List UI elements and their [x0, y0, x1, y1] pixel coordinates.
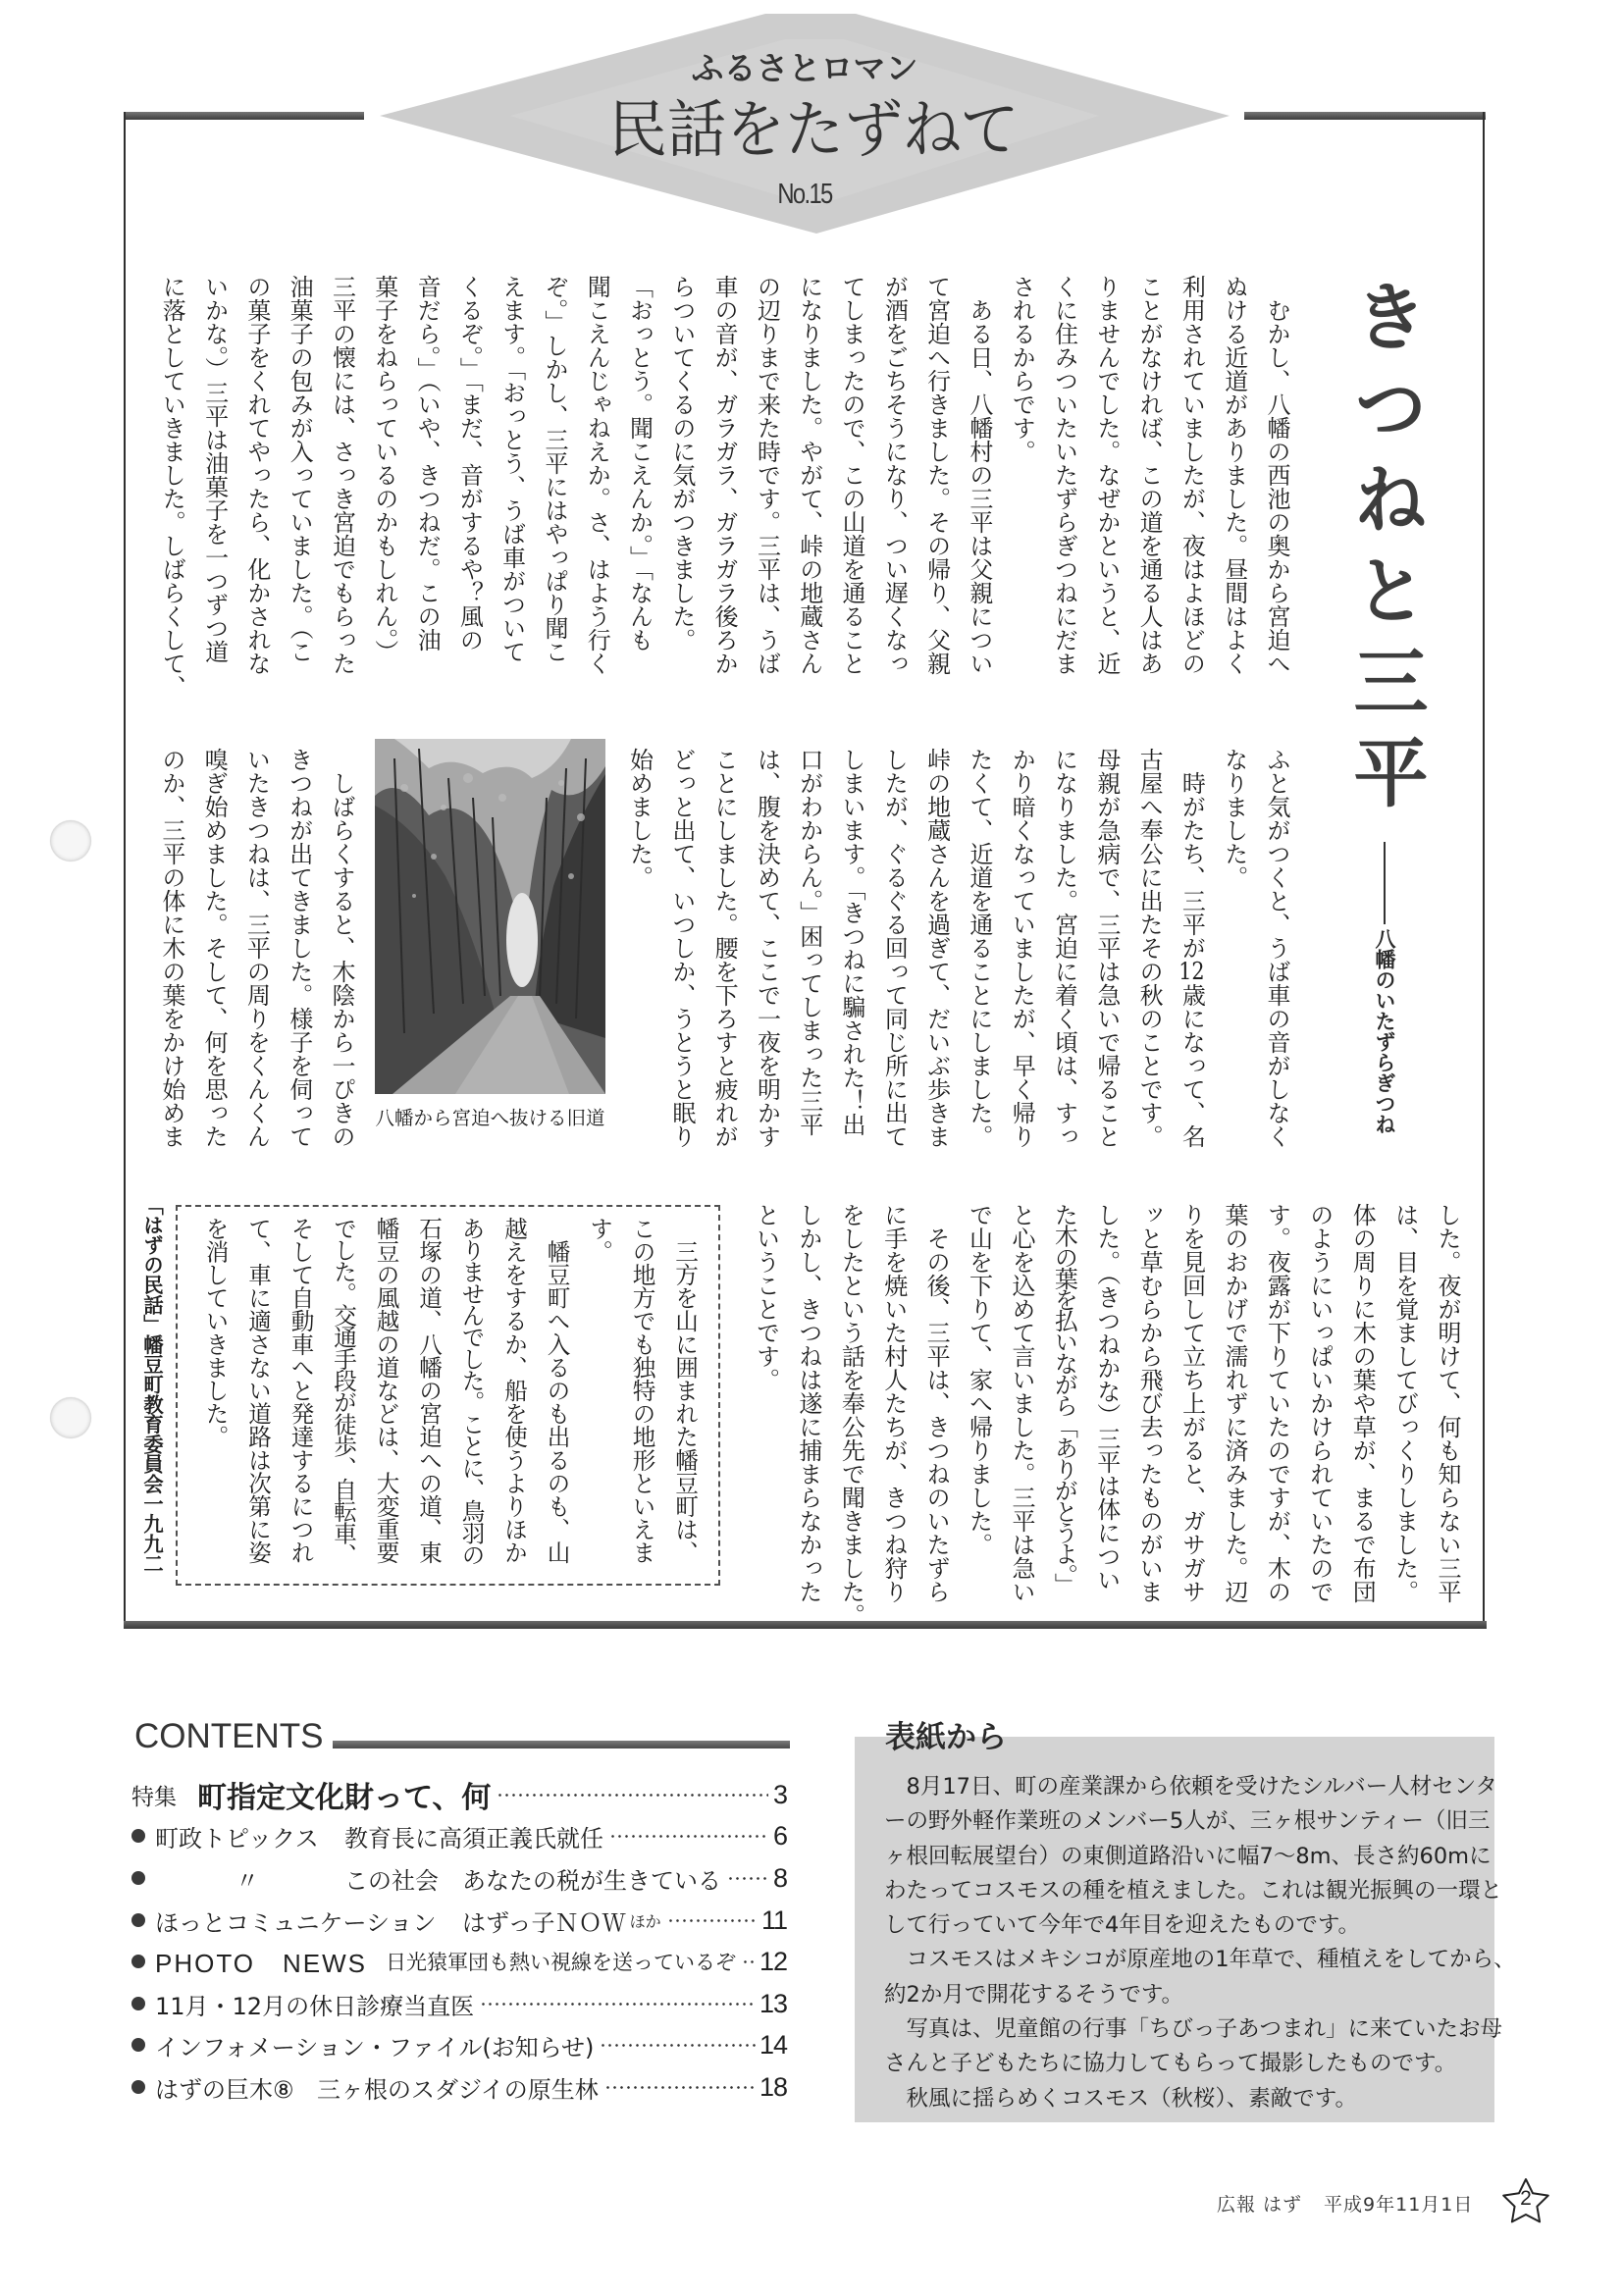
- cover-note-line: して行っていて今年で4年目を迎えたものです。: [884, 1912, 1361, 1939]
- bullet-icon: [131, 1997, 145, 2010]
- binder-hole: [50, 820, 91, 861]
- story-text-lower: [744, 1203, 1468, 1627]
- bullet-icon: [131, 1829, 145, 1843]
- text-column: で山を下りて、家へ帰りました。: [965, 1203, 993, 1556]
- text-column: たくて、近道を通ることにしました。: [965, 748, 993, 1148]
- text-column: 「おっとう。聞こえんか。」「なんも: [625, 275, 654, 652]
- text-column: いたきつねは、三平の周りをくんくん: [242, 748, 271, 1148]
- text-column: ふと気がつくと、うば車の音がしなく: [1263, 748, 1290, 1148]
- page-footer: [1217, 2193, 1473, 2217]
- text-column: しまいます。「きつねに騙された！出: [838, 748, 866, 1136]
- text-column: きつねが出てきました。様子を伺って: [285, 748, 313, 1148]
- text-column: 葉のおかげで濡れずに済みました。辺: [1220, 1203, 1248, 1603]
- contents-item-prefix: 特集: [131, 1784, 177, 1810]
- bullet-icon: [131, 1955, 145, 1968]
- text-column: した。夜が明けて、何も知らない三平: [1434, 1203, 1461, 1603]
- cover-note-line: コスモスはメキシコが原産地の1年草で、種植えをしてから、: [884, 1947, 1516, 1973]
- photo-caption: 八幡から宮迫へ抜ける旧道: [375, 1107, 605, 1129]
- series-kicker: ふるさとロマン: [691, 49, 918, 87]
- text-column: なりました。: [1220, 748, 1248, 889]
- contents-item-label: 町指定文化財って、何: [197, 1781, 492, 1815]
- text-column: と心を込めて言いました。三平は急い: [1007, 1203, 1035, 1603]
- text-column: しばらくすると、木陰から一ぴきの: [328, 748, 355, 1148]
- text-column: ある日、八幡村の三平は父親につい: [965, 275, 993, 675]
- text-column: そして自動車へと発達するにつれ: [287, 1217, 315, 1564]
- cover-note-line: ヶ根回転展望台）の東側道路沿いに幅7～8m、長さ約60mに: [884, 1843, 1492, 1869]
- dot-leader: [727, 1877, 768, 1880]
- contents-item-label: 〃: [236, 1866, 259, 1895]
- contents-item: [131, 1983, 787, 2024]
- text-column: かり暗くなっていましたが、早く帰り: [1008, 748, 1036, 1148]
- text-column: 越えをするか、船を使うよりほか: [500, 1217, 528, 1564]
- story-text-middle: [617, 748, 1297, 1148]
- contents-item: [131, 1815, 787, 1856]
- publication-name: 広報 はず: [1217, 2194, 1303, 2216]
- dot-leader: [497, 1794, 768, 1797]
- text-column: ぬける近道がありました。昼間はよく: [1220, 275, 1248, 675]
- text-column: ことがなければ、この道を通る人はあ: [1135, 275, 1164, 675]
- contents-heading-rule: [333, 1741, 790, 1748]
- text-column: を消していきました。: [201, 1217, 230, 1448]
- contents-item: [131, 2066, 787, 2108]
- contents-item-page: 8: [772, 1862, 787, 1893]
- publication-date: 平成9年11月1日: [1324, 2194, 1474, 2216]
- text-column: 体の周りに木の葉や草が、まるで布団: [1348, 1203, 1377, 1603]
- text-column: くるぞ。」「まだ、音がするや？風の: [455, 275, 484, 652]
- text-column: 車の音が、ガラガラ、ガラガラ後ろか: [710, 275, 739, 675]
- text-column: 口がわからん。」困ってしまった三平: [795, 748, 823, 1136]
- text-column: えます。「おっとう、うば車がついて: [497, 275, 526, 663]
- contents-item-label: はずの巨木⑧: [155, 2075, 294, 2104]
- text-column: て、車に適さない道路は次第に姿: [244, 1217, 272, 1564]
- text-column: どっと出て、いつしか、うとうと眠り: [667, 748, 696, 1148]
- contents-item-description: 日光猿軍団も熱い視線を送っているぞ: [386, 1951, 736, 1974]
- text-column: になりました。宮迫に着く頃は、すっ: [1050, 748, 1078, 1148]
- text-column: に落としていきました。しばらくして、: [158, 275, 186, 699]
- text-column: りませんでした。なぜかというと、近: [1092, 275, 1121, 675]
- contents-heading: CONTENTS: [134, 1717, 324, 1755]
- binder-hole: [50, 1397, 91, 1438]
- contents-item: [131, 1857, 787, 1899]
- contents-item-label: 11月・12月の休日診療当直医: [155, 1992, 475, 2020]
- text-column: す。: [586, 1217, 613, 1264]
- text-column: したが、ぐるぐる回って同じ所に出て: [880, 748, 909, 1148]
- contents-item-page: 3: [772, 1779, 787, 1809]
- text-column: 油菓子の包みが入っていました。（こ: [286, 275, 314, 663]
- text-column: 峠の地蔵さんを過ぎて、だいぶ歩きま: [922, 748, 951, 1148]
- text-column: 始めました。: [625, 748, 654, 889]
- contents-item-description-suffix: ほか: [629, 1911, 661, 1931]
- text-column: が酒をごちそうになり、つい遅くなっ: [880, 275, 909, 675]
- text-column: のようにいっぱいかけられていたので: [1305, 1203, 1334, 1603]
- contents-item-page: 6: [772, 1820, 787, 1851]
- text-column: 石塚の道、八幡の宮迫への道、東: [415, 1217, 443, 1564]
- cover-note-line: 秋風に揺らめくコスモス（秋桜）、素敵です。: [884, 2085, 1357, 2112]
- dot-leader: [600, 2044, 757, 2047]
- cover-note-line: さんと子どもたちに協力してもらって撮影したものです。: [884, 2051, 1457, 2077]
- contents-item-label: ほっとコミュニケーション: [155, 1908, 437, 1937]
- text-column: 三平の懐には、さっき宮迫でもらった: [328, 275, 356, 675]
- text-column: てしまったので、この山道を通ること: [838, 275, 866, 675]
- text-column: 音だら。」（いや、きつねだ。この油: [413, 275, 442, 652]
- dot-leader: [480, 2003, 757, 2006]
- story-text-upper: [150, 275, 1297, 699]
- subtitle-dash: [1384, 842, 1386, 924]
- contents-item-description: はずっ子ＮＯＷ: [462, 1908, 626, 1937]
- text-column: て宮迫へ行きました。その帰り、父親: [922, 275, 951, 675]
- contents-item-label: インフォメーション・ファイル(お知らせ): [155, 2033, 595, 2061]
- text-column: ことにしました。腰を下ろすと疲れが: [710, 748, 739, 1148]
- contents-item: [131, 1774, 787, 1815]
- text-column: た木の葉を払いながら「ありがとうよ。」: [1050, 1203, 1078, 1594]
- text-column: その後、三平は、きつねのいたずら: [922, 1203, 951, 1603]
- text-column: りを見回して立ち上がると、ガサガサ: [1178, 1203, 1206, 1603]
- dot-leader: [742, 1960, 757, 1963]
- text-column: ッと草むらから飛び去ったものがいま: [1135, 1203, 1164, 1603]
- text-column: 幡豆町へ入るのも出るのも、山: [543, 1217, 571, 1564]
- text-column: らついてくるのに気がつきました。: [667, 275, 696, 652]
- text-column: になりました。やがて、峠の地蔵さん: [795, 275, 823, 675]
- dot-leader: [604, 2086, 757, 2089]
- text-column: す。夜露が下りていたのですが、木の: [1263, 1203, 1291, 1603]
- cover-note-line: ーの野外軽作業班のメンバー5人が、三ヶ根サンティー（旧三: [884, 1808, 1491, 1835]
- cover-note-line: 8月17日、町の産業課から依頼を受けたシルバー人材センタ: [884, 1774, 1497, 1800]
- text-column: 嗅ぎ始めました。そして、何を思った: [200, 748, 229, 1148]
- contents-item-label: PHOTO NEWS: [155, 1948, 367, 1978]
- frame-left-line: [124, 112, 126, 1629]
- series-title: 民話をたずねて: [608, 93, 1020, 168]
- contents-item-label: 町政トピックス: [155, 1824, 319, 1852]
- text-column: 菓子をねらっているのかもしれん。）: [370, 275, 398, 663]
- photo-distant-light: [506, 893, 538, 987]
- text-column: 聞こえんじゃねえか。さ、はよう行く: [583, 275, 611, 675]
- contents-item-description: 教育長に高須正義氏就任: [344, 1824, 603, 1852]
- text-column: は、目を覚ましてびっくりしました。: [1390, 1203, 1419, 1603]
- text-column: ということです。: [752, 1203, 780, 1391]
- text-column: をしたという話を奉公先で聞きました。: [837, 1203, 865, 1627]
- contents-item: [131, 1900, 787, 1941]
- note-box-text: [193, 1217, 706, 1565]
- cover-note-heading: 表紙から: [885, 1720, 1007, 1755]
- text-column: むかし、八幡の西池の奥から宮迫へ: [1263, 275, 1290, 675]
- text-column: の菓子をくれてやったら、化かされな: [242, 275, 271, 675]
- story-text-middle-left: [150, 748, 362, 1148]
- contents-item-page: 12: [759, 1946, 787, 1976]
- text-column: のか、三平の体に木の葉をかけ始めま: [157, 748, 185, 1148]
- contents-item-page: 14: [759, 2029, 787, 2060]
- story-subtitle: 八幡のいたずらぎつね: [1373, 928, 1396, 1134]
- bullet-icon: [131, 1913, 145, 1927]
- text-column: した。（きつねかな）三平は体につい: [1092, 1203, 1121, 1592]
- bullet-icon: [131, 2080, 145, 2094]
- contents-item: [131, 1941, 787, 1982]
- text-column: されるからです。: [1008, 275, 1036, 463]
- text-column: 時がたち、三平が12歳になって、名: [1178, 748, 1206, 1148]
- text-column: しかし、きつねは遂に捕まらなかった: [794, 1203, 822, 1603]
- dot-leader: [667, 1919, 759, 1922]
- contents-item-page: 13: [759, 1988, 787, 2018]
- text-column: 利用されていましたが、夜はよほどの: [1178, 275, 1206, 675]
- text-column: 三方を山に囲まれた幡豆町は、: [671, 1217, 699, 1564]
- text-column: の辺りまで来た時です。三平は、うば: [753, 275, 781, 675]
- contents-item-page: 18: [759, 2071, 787, 2102]
- text-column: いかな。）三平は油菓子を一つずつ道: [200, 275, 229, 663]
- source-credit: 「はずの民話」幡豆町教育委員会一九九二: [140, 1195, 164, 1574]
- text-column: 古屋へ奉公に出たその秋のことです。: [1135, 748, 1164, 1148]
- dot-leader: [609, 1835, 768, 1838]
- text-column: 母親が急病で、三平は急いで帰ること: [1092, 748, 1121, 1148]
- contents-item-description: この社会 あなたの税が生きている: [344, 1866, 721, 1895]
- cover-note-line: 写真は、児童館の行事「ちびっ子あつまれ」に来ていたお母: [884, 2016, 1503, 2043]
- bullet-icon: [131, 2038, 145, 2052]
- cover-note-line: 約2か月で開花するそうです。: [884, 1981, 1184, 2008]
- photo-old-road: [375, 739, 605, 1094]
- text-column: 幡豆の風越の道などは、大変重要: [372, 1217, 400, 1564]
- forest-road-image: [375, 739, 605, 1094]
- text-column: この地方でも独特の地形といえま: [628, 1217, 656, 1564]
- text-column: ありませんでした。ことに、鳥羽の: [457, 1217, 486, 1565]
- issue-number: No.15: [777, 179, 832, 210]
- page-number: 2: [1520, 2187, 1532, 2210]
- text-column: くに住みついたいたずらぎつねにだま: [1050, 275, 1078, 675]
- contents-item-description: 三ヶ根のスダジイの原生林: [317, 2075, 599, 2104]
- text-column: でした。交通手段が徒歩、自転車、: [330, 1217, 357, 1565]
- tate-chu-yoko: 12: [1178, 960, 1205, 983]
- frame-right-line: [1483, 112, 1485, 1629]
- cover-note-line: わたってコスモスの種を植えました。これは観光振興の一環と: [884, 1877, 1503, 1904]
- text-column: ぞ。」しかし、三平にはやっぱり聞こ: [540, 275, 568, 663]
- text-column: に手を焼いた村人たちが、きつね狩り: [879, 1203, 908, 1603]
- contents-item-page: 11: [760, 1905, 787, 1935]
- contents-item: [131, 2024, 787, 2065]
- story-title: きつねと三平: [1341, 278, 1429, 825]
- text-column: は、腹を決めて、ここで一夜を明かす: [753, 748, 781, 1148]
- cover-note-body: [884, 1770, 1516, 2116]
- bullet-icon: [131, 1871, 145, 1885]
